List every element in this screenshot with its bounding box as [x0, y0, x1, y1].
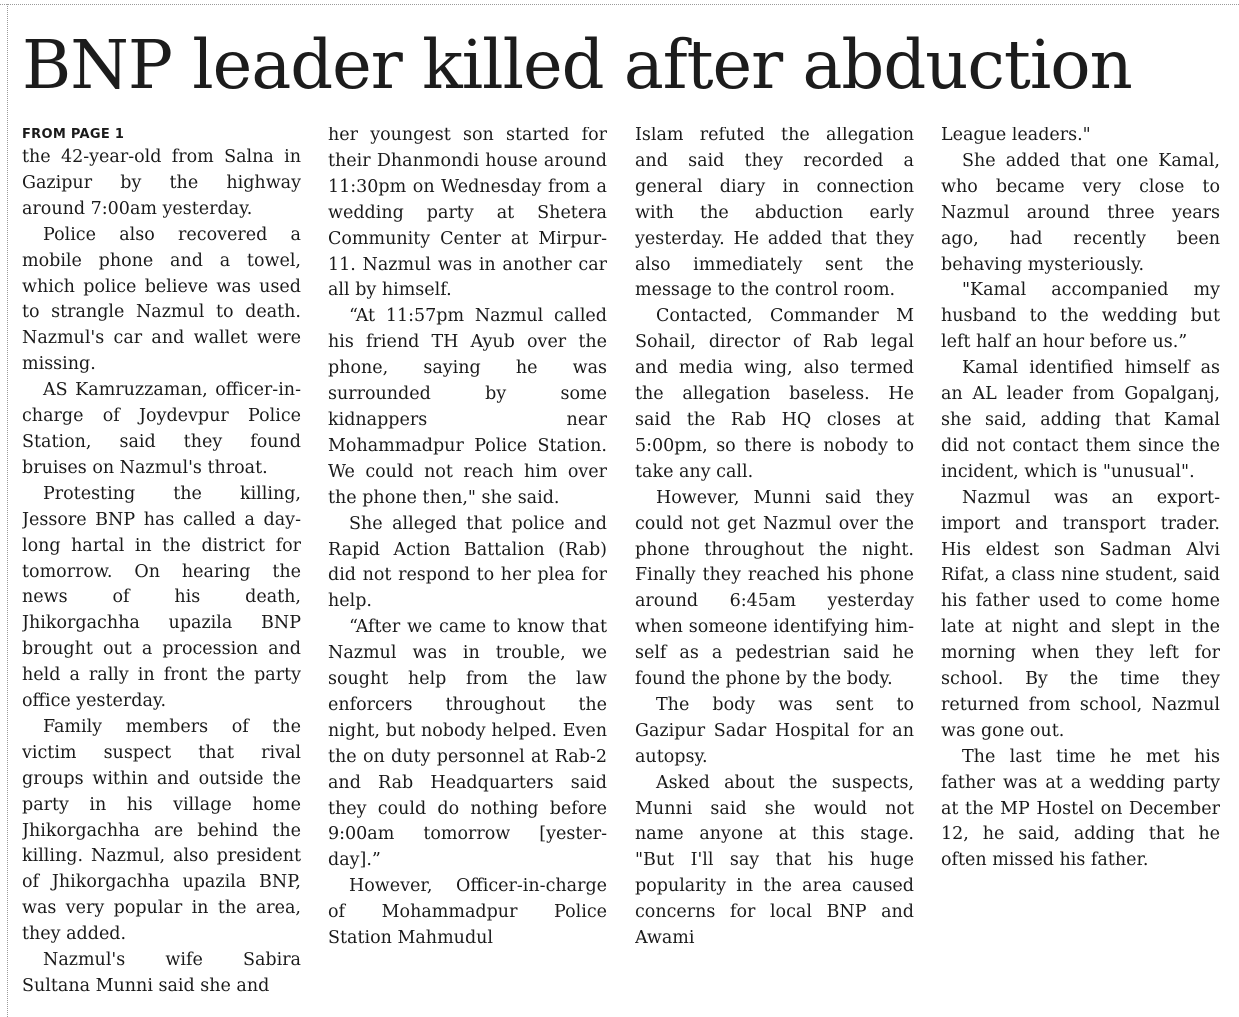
article-paragraph: her youngest son started for their Dhanmondi house around 11:30pm on Wednesday from a wedding party at Shetera Community Center at Mirpur-11. Nazmul was in another car all by himself. [328, 127, 607, 301]
article-paragraph: Nazmul's wife Sabira Sultana Munni said she and [22, 950, 301, 996]
top-dotted-rule [0, 4, 1239, 5]
article-column-3 [635, 127, 914, 1015]
article-paragraph: She added that one Kamal, who became very close to Nazmul around three years ago, had recently been behaving mysteriously. [941, 150, 1220, 275]
headline: BNP leader killed after abduction [22, 26, 1132, 104]
article-body [22, 127, 1224, 1015]
article-paragraph: However, Officer-in-charge of Mohammadpur Police Station Mahmudul [328, 876, 607, 949]
article-paragraph: AS Kamruzzaman, officer-in-charge of Joydevpur Police Station, said they found bruises on Nazmul's throat. [22, 380, 301, 478]
article-paragraph: Protesting the killing, Jessore BNP has called a day-long hartal in the district for tomorrow. On hearing the news of his death, Jhikorgachha upazila BNP brought out a procession and held a rally in front the party office yesterday. [22, 483, 301, 712]
left-dotted-rule [7, 4, 8, 1017]
article-paragraph: League leaders." [941, 127, 1091, 145]
article-paragraph: Contacted, Commander M Sohail, director of Rab legal and media wing, also termed the allegation baseless. He said the Rab HQ closes at 5:00pm, so there is nobody to take any call. [635, 306, 914, 482]
article-paragraph: "Kamal accompanied my husband to the wedding but left half an hour before us.” [941, 280, 1220, 353]
article-paragraph: Asked about the suspects, Munni said she would not name anyone at this stage. "But I'll say that his huge popularity in the area caused concerns for local BNP and Awami [635, 772, 914, 949]
article-paragraph: Islam refuted the allegation and said they recorded a general diary in connection with the abduction early yesterday. He added that they also immediately sent the message to the control room. [635, 127, 914, 301]
article-paragraph: Police also recovered a mobile phone and a towel, which police believe was used to strangle Nazmul to death. Nazmul's car and wallet were missing. [22, 224, 301, 375]
article-paragraph: She alleged that police and Rapid Action Battalion (Rab) did not respond to her plea for help. [328, 513, 607, 612]
article-paragraph: The last time he met his father was at a wedding party at the MP Hostel on December 12, he said, adding that he often missed his father. [941, 746, 1220, 871]
article-paragraph: The body was sent to Gazipur Sadar Hospital for an autopsy. [635, 694, 914, 767]
article-paragraph: Kamal identified himself as an AL leader from Gopalganj, she said, adding that Kamal did not contact them since the incident, which is "unusual". [941, 358, 1220, 482]
article-paragraph: Nazmul was an export-import and transport trader. His eldest son Sadman Alvi Rifat, a class nine student, said his father used to come home late at night and slept in the morning when they left for school. By the time they returned from school, Nazmul was gone out. [941, 487, 1220, 741]
article-column-2 [328, 127, 607, 1015]
article-paragraph: Family members of the victim suspect that rival groups within and outside the party in his village home Jhikorgachha are behind the killing. Nazmul, also president of Jhikorgachha upazila BNP, was very popular in the area, they added. [22, 716, 301, 945]
article-paragraph: “At 11:57pm Nazmul called his friend TH Ayub over the phone, saying he was surrounded by some kidnappers near Mohammadpur Police Station. We could not reach him over the phone then," she said. [328, 306, 607, 508]
article-column-4 [941, 127, 1220, 1015]
article-paragraph: the 42-year-old from Salna in Gazipur by the highway around 7:00am yesterday. [22, 147, 301, 219]
jump-label: FROM PAGE 1 [22, 127, 125, 142]
article-paragraph: However, Munni said they could not get Nazmul over the phone throughout the night. Finally they reached his phone around 6:45am yesterday when someone identifying himself as a pedestrian said he found the phone by the body. [635, 487, 914, 690]
article-column-1 [22, 127, 301, 1015]
article-paragraph: “After we came to know that Nazmul was in trouble, we sought help from the law enforcers throughout the night, but nobody helped. Even the on duty personnel at Rab-2 and Rab Headquarters said they could do nothing before 9:00am tomorrow [yesterday].” [328, 617, 607, 871]
